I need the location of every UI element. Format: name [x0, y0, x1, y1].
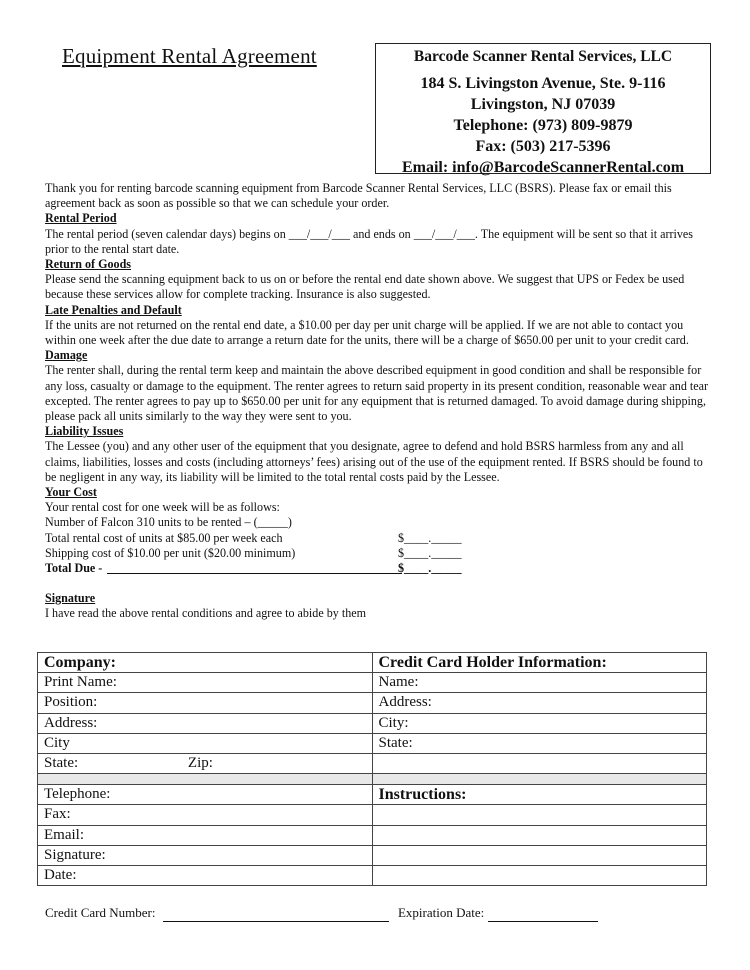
company-header-cell: Company: — [38, 653, 373, 673]
zip-label: Zip: — [187, 755, 213, 772]
rental-period-text: The rental period (seven calendar days) begins on ___/___/___ and ends on ___/___/___. The equipment will be sent so that it arrives prior to the rental start date. — [45, 226, 693, 256]
total-due-underline — [107, 573, 402, 574]
your-cost-heading: Your Cost — [45, 485, 97, 500]
expiration-date-label: Expiration Date: — [397, 905, 485, 920]
return-of-goods-text: Please send the scanning equipment back to us on or before the rental end date shown above. We suggest that UPS or Fedex be used because these services allow for complete tracking. Insurance is also suggested. — [45, 272, 685, 302]
company-name: Barcode Scanner Rental Services, LLC — [413, 48, 673, 65]
cardholder-state-field[interactable]: State: — [372, 733, 707, 753]
liability-heading: Liability Issues — [45, 424, 124, 439]
form-row — [38, 785, 707, 805]
form-row — [38, 733, 707, 753]
instructions-header-cell: Instructions: — [372, 785, 707, 805]
rental-info-form — [37, 652, 707, 886]
email-field[interactable]: Email: — [38, 825, 373, 845]
damage-text: The renter shall, during the rental term keep and maintain the above described equipment in good condition and shall be responsible for any loss, casualty or damage to the equipment. The renter agrees to return said property in its present condition, reasonable wear and tear excepted. The renter agrees to pay up to $650.00 per unit for any equipment that is returned damaged. To avoid damage during shipping, please pack all units similarly to the way they were sent to you. — [45, 363, 709, 424]
late-penalties-text: If the units are not returned on the rental end date, a $10.00 per day per unit charge will be applied. If we are not able to contact you within one week after the due date to arrange a return date for the units, there will be a charge of $650.00 per unit to your credit card. — [45, 317, 689, 348]
state-zip-field[interactable] — [38, 753, 373, 773]
empty-cell[interactable] — [372, 753, 707, 773]
damage-heading: Damage — [45, 348, 88, 363]
spacer-cell — [38, 774, 373, 785]
cost-intro: Your rental cost for one week will be as follows: — [45, 500, 280, 515]
shipping-cost-label: Shipping cost of $10.00 per unit ($20.00 minimum) — [45, 545, 296, 560]
credit-card-label: Credit Card Number: — [45, 905, 156, 920]
fax-field[interactable]: Fax: — [38, 805, 373, 825]
cardholder-header-cell: Credit Card Holder Information: — [372, 653, 707, 673]
page-title: Equipment Rental Agreement — [62, 44, 317, 68]
return-of-goods-heading: Return of Goods — [45, 257, 132, 272]
company-fax: Fax: (503) 217-5396 — [475, 138, 611, 155]
form-spacer-row — [38, 774, 707, 785]
form-row — [38, 673, 707, 693]
city-field[interactable]: City — [38, 733, 373, 753]
company-address-line1: 184 S. Livingston Avenue, Ste. 9-116 — [420, 75, 666, 92]
instructions-cell[interactable] — [372, 805, 707, 825]
credit-card-number-blank[interactable] — [163, 905, 389, 922]
signature-text: I have read the above rental conditions and agree to abide by them — [45, 606, 367, 621]
position-field[interactable]: Position: — [38, 693, 373, 713]
rental-cost-label: Total rental cost of units at $85.00 per week each — [45, 530, 283, 545]
form-row — [38, 713, 707, 733]
cardholder-city-field[interactable]: City: — [372, 713, 707, 733]
rental-cost-amount: $____._____ — [398, 530, 462, 545]
telephone-field[interactable]: Telephone: — [38, 785, 373, 805]
shipping-cost-row — [45, 546, 710, 561]
instructions-cell[interactable] — [372, 825, 707, 845]
signature-heading: Signature — [45, 591, 96, 606]
intro-paragraph: Thank you for renting barcode scanning equipment from Barcode Scanner Rental Services, LLC (BSRS). Please fax or email this agreement back as soon as possible so that we can schedule your order. — [45, 181, 672, 211]
total-due-label: Total Due - — [45, 561, 103, 576]
cardholder-address-field[interactable]: Address: — [372, 693, 707, 713]
company-info-box — [375, 43, 711, 174]
late-penalties-heading: Late Penalties and Default — [45, 302, 182, 317]
form-row — [38, 753, 707, 773]
form-row — [38, 845, 707, 865]
address-field[interactable]: Address: — [38, 713, 373, 733]
form-row — [38, 865, 707, 885]
form-header-row — [38, 653, 707, 673]
total-due-amount: $____._____ — [398, 561, 462, 576]
signature-field[interactable]: Signature: — [38, 845, 373, 865]
rental-period-heading: Rental Period — [45, 211, 117, 226]
form-row — [38, 825, 707, 845]
state-label: State: — [44, 755, 79, 772]
expiration-date-blank[interactable] — [488, 905, 598, 922]
form-row — [38, 693, 707, 713]
cardholder-name-field[interactable]: Name: — [372, 673, 707, 693]
shipping-cost-amount: $____._____ — [398, 545, 462, 560]
company-address-line2: Livingston, NJ 07039 — [470, 96, 616, 113]
liability-text: The Lessee (you) and any other user of the equipment that you designate, agree to defend and hold BSRS harmless from any and all claims, liabilities, losses and costs (including attorneys’ fees) arising out of the use of the equipment rented. If BSRS should be found to be negligent in any way, its liability will be limited to the total rental costs paid by the Lessee. — [45, 439, 703, 484]
date-field[interactable]: Date: — [38, 865, 373, 885]
company-email: Email: info@BarcodeScannerRental.com — [401, 159, 685, 176]
rental-cost-row — [45, 531, 710, 546]
spacer-cell — [372, 774, 707, 785]
total-due-row — [45, 561, 710, 576]
credit-card-line — [45, 905, 598, 922]
instructions-cell[interactable] — [372, 845, 707, 865]
company-telephone: Telephone: (973) 809-9879 — [453, 117, 633, 134]
form-row — [38, 805, 707, 825]
instructions-cell[interactable] — [372, 865, 707, 885]
units-line: Number of Falcon 310 units to be rented – (_____) — [45, 515, 292, 530]
agreement-body — [45, 181, 710, 622]
print-name-field[interactable]: Print Name: — [38, 673, 373, 693]
